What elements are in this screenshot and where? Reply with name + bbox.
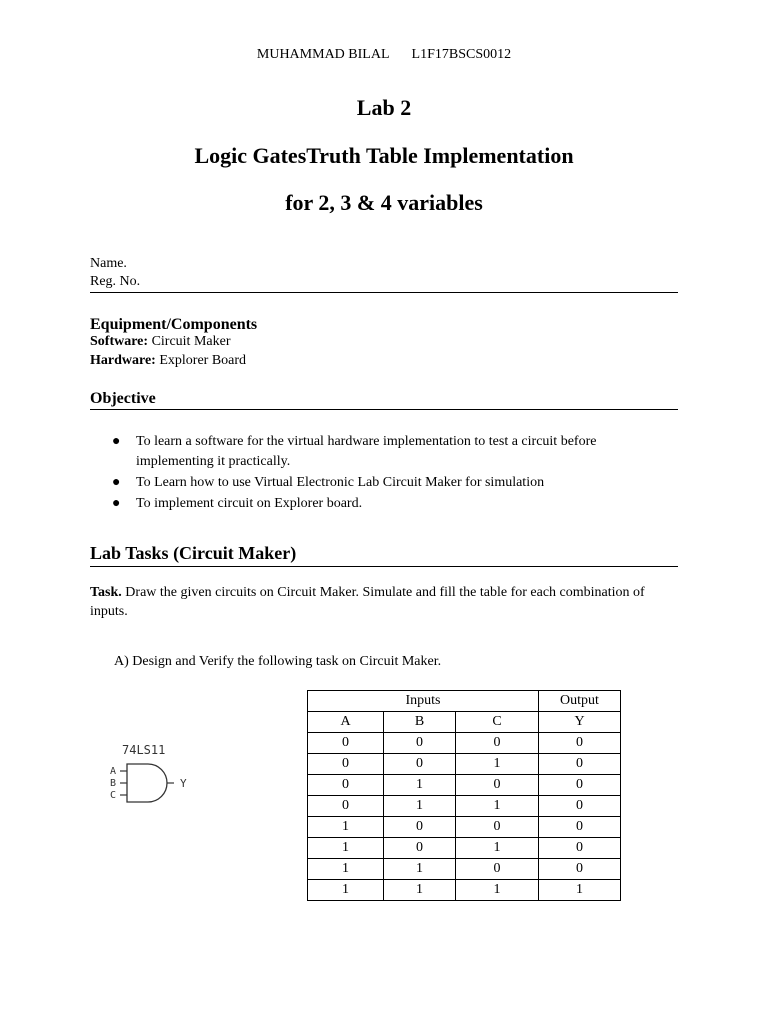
name-field-label: Name. [90,256,127,271]
divider [90,292,678,293]
table-group-header [308,691,621,712]
page-header [0,47,768,63]
output-header: Output [539,691,621,712]
hardware-line [90,353,246,369]
hardware-value: Explorer Board [155,353,247,368]
table-row: 1 0 1 0 [308,838,621,859]
table-row: 0 0 1 0 [308,754,621,775]
and-gate-diagram [110,740,200,805]
hardware-label: Hardware: [90,353,156,368]
author-reg-number: L1F17BSCS0012 [411,47,512,62]
task-text: Draw the given circuits on Circuit Maker. Simulate and fill the table for each combination of inputs. [90,585,645,619]
truth-table [307,690,621,901]
software-line [90,334,230,350]
table-row: 1 1 0 0 [308,859,621,880]
subtask-a: A) Design and Verify the following task on Circuit Maker. [114,654,442,669]
table-row: 0 1 1 0 [308,796,621,817]
software-label: Software: [90,334,149,349]
list-item: ● To implement circuit on Explorer board. [90,494,650,514]
task-label: Task. [90,585,122,600]
software-value: Circuit Maker [148,334,231,349]
column-c: C [456,712,539,733]
table-row: 0 1 0 0 [308,775,621,796]
chip-label: 74LS11 [122,743,166,757]
divider [90,409,678,410]
bullet-icon: ● [112,475,121,490]
objective-heading: Objective [90,390,156,407]
table-row: 1 0 0 0 [308,817,621,838]
inputs-header: Inputs [308,691,539,712]
list-item: ● To Learn how to use Virtual Electronic Lab Circuit Maker for simulation [90,473,650,493]
column-y: Y [539,712,621,733]
lab-title: Lab 2 [356,95,412,120]
objective-list [90,432,650,515]
bullet-icon: ● [112,496,121,511]
column-b: B [384,712,456,733]
lab-subtitle-2: for 2, 3 & 4 variables [285,190,483,215]
table-row: 1 1 1 1 [308,880,621,901]
author-name: MUHAMMAD BILAL [256,47,390,62]
equipment-heading: Equipment/Components [90,316,258,333]
lab-subtitle: Logic GatesTruth Table Implementation [194,143,574,168]
column-a: A [308,712,384,733]
lab-tasks-heading: Lab Tasks (Circuit Maker) [90,543,297,563]
gate-input-c: C [110,790,117,801]
task-description [90,583,680,621]
divider [90,566,678,567]
table-column-header [308,712,621,733]
gate-input-a: A [110,766,117,777]
gate-output-y: Y [180,777,187,790]
list-item: ● To learn a software for the virtual hardware implementation to test a circuit before implementing it practically. [112,434,597,469]
gate-input-b: B [110,778,117,789]
reg-field-label: Reg. No. [90,274,141,289]
bullet-icon: ● [112,434,121,449]
table-row: 0 0 0 0 [308,733,621,754]
